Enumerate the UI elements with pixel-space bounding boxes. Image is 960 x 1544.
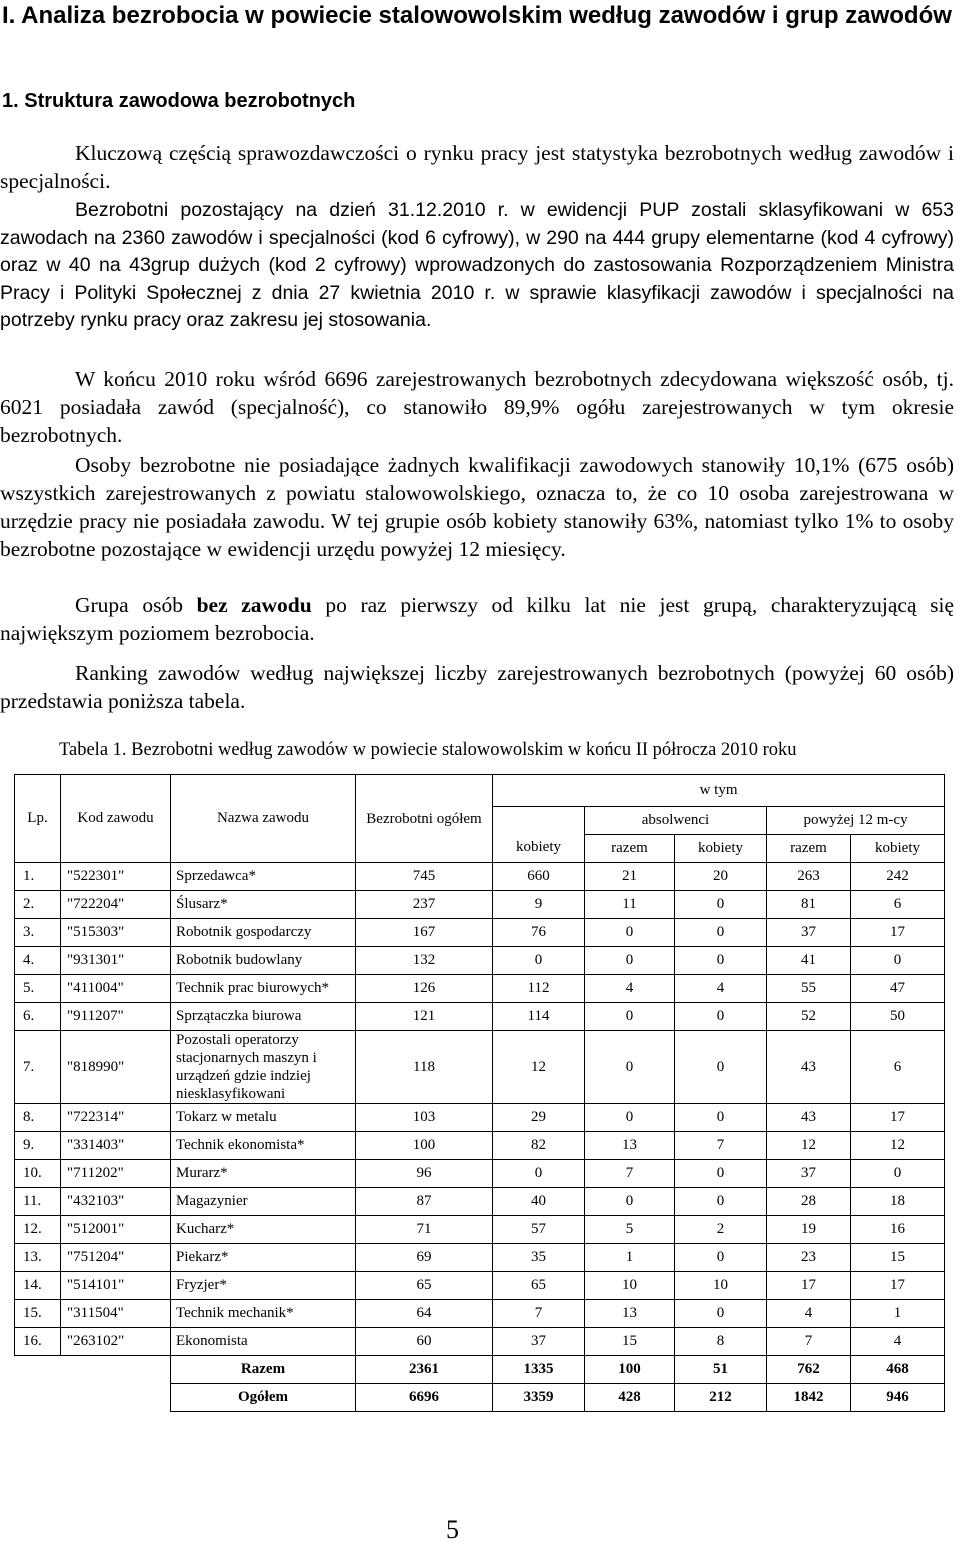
cell-pow-razem: 43 (767, 1031, 851, 1104)
cell-abs-kobiety: 20 (675, 863, 767, 891)
grand-total-kobiety: 3359 (493, 1384, 585, 1412)
cell-nazwa: Pozostali operatorzy stacjonarnych maszyn i urządzeń gdzie indziej niesklasyfikowani (171, 1031, 356, 1104)
blank-cell (61, 1356, 171, 1384)
cell-ogolem: 100 (356, 1132, 493, 1160)
cell-pow-kobiety: 12 (851, 1132, 945, 1160)
cell-abs-razem: 11 (585, 891, 675, 919)
cell-pow-razem: 43 (767, 1104, 851, 1132)
table-row (15, 1132, 945, 1160)
cell-pow-razem: 12 (767, 1132, 851, 1160)
cell-abs-kobiety: 0 (675, 1244, 767, 1272)
table-row (15, 1160, 945, 1188)
cell-pow-kobiety: 6 (851, 891, 945, 919)
cell-abs-kobiety: 4 (675, 975, 767, 1003)
cell-kobiety: 76 (493, 919, 585, 947)
paragraph-intro: Kluczową częścią sprawozdawczości o rynku pracy jest statystyka bezrobotnych według zawodów i specjalności. (0, 141, 954, 193)
cell-ogolem: 96 (356, 1160, 493, 1188)
cell-abs-razem: 10 (585, 1272, 675, 1300)
header-powyzej-12: powyżej 12 m-cy (767, 807, 945, 835)
cell-lp: 7. (15, 1031, 61, 1104)
total-abs-razem: 100 (585, 1356, 675, 1384)
table-row (15, 891, 945, 919)
cell-abs-razem: 7 (585, 1160, 675, 1188)
paragraph-text: Grupa osób (75, 593, 197, 617)
grand-total-pow-kobiety: 946 (851, 1384, 945, 1412)
cell-lp: 3. (15, 919, 61, 947)
table-row (15, 975, 945, 1003)
table-row (15, 1244, 945, 1272)
header-ogolem: Bezrobotni ogółem (356, 775, 493, 863)
table-caption: Tabela 1. Bezrobotni według zawodów w powiecie stalowowolskim w końcu II półrocza 2010 roku (59, 740, 797, 760)
cell-abs-razem: 15 (585, 1328, 675, 1356)
header-absolwenci: absolwenci (585, 807, 767, 835)
table-row (15, 1188, 945, 1216)
cell-abs-razem: 0 (585, 1003, 675, 1031)
cell-kod: "722314" (61, 1104, 171, 1132)
cell-pow-kobiety: 1 (851, 1300, 945, 1328)
cell-abs-razem: 0 (585, 1104, 675, 1132)
cell-lp: 4. (15, 947, 61, 975)
grand-total-pow-razem: 1842 (767, 1384, 851, 1412)
header-lp: Lp. (15, 775, 61, 863)
cell-pow-kobiety: 15 (851, 1244, 945, 1272)
page-title: I. Analiza bezrobocia w powiecie stalowowolskim według zawodów i grup zawodów (2, 2, 952, 29)
paragraph-ranking-intro: Ranking zawodów według największej liczby zarejestrowanych bezrobotnych (powyżej 60 osób) przedstawia poniższa tabela. (0, 661, 954, 713)
cell-ogolem: 87 (356, 1188, 493, 1216)
cell-pow-razem: 37 (767, 919, 851, 947)
cell-pow-razem: 37 (767, 1160, 851, 1188)
cell-pow-kobiety: 0 (851, 947, 945, 975)
cell-abs-kobiety: 0 (675, 891, 767, 919)
cell-lp: 6. (15, 1003, 61, 1031)
table-row (15, 1003, 945, 1031)
cell-ogolem: 118 (356, 1031, 493, 1104)
table-row (15, 919, 945, 947)
cell-pow-razem: 17 (767, 1272, 851, 1300)
blank-cell (61, 1384, 171, 1412)
table-row (15, 947, 945, 975)
cell-nazwa: Ślusarz* (171, 891, 356, 919)
total-ogolem: 2361 (356, 1356, 493, 1384)
total-label: Razem (171, 1356, 356, 1384)
cell-nazwa: Ekonomista (171, 1328, 356, 1356)
cell-ogolem: 64 (356, 1300, 493, 1328)
cell-ogolem: 126 (356, 975, 493, 1003)
cell-lp: 15. (15, 1300, 61, 1328)
cell-kobiety: 9 (493, 891, 585, 919)
bold-phrase: bez zawodu (196, 593, 312, 617)
cell-abs-razem: 13 (585, 1132, 675, 1160)
cell-abs-razem: 0 (585, 1031, 675, 1104)
cell-ogolem: 65 (356, 1272, 493, 1300)
total-pow-kobiety: 468 (851, 1356, 945, 1384)
cell-kobiety: 29 (493, 1104, 585, 1132)
cell-abs-kobiety: 2 (675, 1216, 767, 1244)
cell-nazwa: Technik ekonomista* (171, 1132, 356, 1160)
cell-pow-razem: 19 (767, 1216, 851, 1244)
cell-kod: "931301" (61, 947, 171, 975)
cell-pow-razem: 41 (767, 947, 851, 975)
cell-abs-razem: 13 (585, 1300, 675, 1328)
cell-kobiety: 37 (493, 1328, 585, 1356)
paragraph-with-profession: W końcu 2010 roku wśród 6696 zarejestrowanych bezrobotnych zdecydowana większość osób, tj. 6021 posiadała zawód (specjalność), co stanowiło 89,9% ogółu zarejestrowanych w tym okresie bezrobotnych. (0, 367, 954, 447)
cell-kobiety: 65 (493, 1272, 585, 1300)
cell-nazwa: Sprzątaczka biurowa (171, 1003, 356, 1031)
cell-nazwa: Tokarz w metalu (171, 1104, 356, 1132)
cell-kod: "911207" (61, 1003, 171, 1031)
cell-lp: 16. (15, 1328, 61, 1356)
table-total-row (15, 1356, 945, 1384)
cell-lp: 12. (15, 1216, 61, 1244)
cell-pow-razem: 52 (767, 1003, 851, 1031)
cell-kod: "263102" (61, 1328, 171, 1356)
cell-pow-razem: 7 (767, 1328, 851, 1356)
total-kobiety: 1335 (493, 1356, 585, 1384)
cell-pow-kobiety: 17 (851, 1272, 945, 1300)
cell-lp: 1. (15, 863, 61, 891)
table-row (15, 1104, 945, 1132)
cell-kod: "522301" (61, 863, 171, 891)
grand-total-ogolem: 6696 (356, 1384, 493, 1412)
table-row (15, 1031, 945, 1104)
cell-nazwa: Murarz* (171, 1160, 356, 1188)
cell-abs-kobiety: 0 (675, 1300, 767, 1328)
header-abs-razem: razem (585, 835, 675, 863)
cell-lp: 2. (15, 891, 61, 919)
cell-kobiety: 112 (493, 975, 585, 1003)
section-heading: 1. Struktura zawodowa bezrobotnych (2, 90, 356, 112)
cell-kod: "515303" (61, 919, 171, 947)
table-row (15, 1272, 945, 1300)
cell-ogolem: 71 (356, 1216, 493, 1244)
cell-nazwa: Robotnik gospodarczy (171, 919, 356, 947)
cell-pow-razem: 263 (767, 863, 851, 891)
cell-nazwa: Piekarz* (171, 1244, 356, 1272)
cell-lp: 13. (15, 1244, 61, 1272)
cell-kod: "514101" (61, 1272, 171, 1300)
cell-kobiety: 0 (493, 1160, 585, 1188)
grand-total-abs-razem: 428 (585, 1384, 675, 1412)
cell-abs-razem: 0 (585, 1188, 675, 1216)
total-pow-razem: 762 (767, 1356, 851, 1384)
cell-nazwa: Robotnik budowlany (171, 947, 356, 975)
header-abs-kobiety: kobiety (675, 835, 767, 863)
cell-abs-kobiety: 7 (675, 1132, 767, 1160)
cell-pow-razem: 28 (767, 1188, 851, 1216)
cell-kobiety: 35 (493, 1244, 585, 1272)
cell-pow-kobiety: 4 (851, 1328, 945, 1356)
cell-pow-razem: 23 (767, 1244, 851, 1272)
total-abs-kobiety: 51 (675, 1356, 767, 1384)
cell-pow-kobiety: 47 (851, 975, 945, 1003)
table-grand-total-row (15, 1384, 945, 1412)
cell-pow-kobiety: 17 (851, 1104, 945, 1132)
cell-pow-razem: 4 (767, 1300, 851, 1328)
cell-kobiety: 40 (493, 1188, 585, 1216)
cell-kod: "722204" (61, 891, 171, 919)
header-pow-razem: razem (767, 835, 851, 863)
cell-pow-kobiety: 17 (851, 919, 945, 947)
cell-pow-kobiety: 6 (851, 1031, 945, 1104)
cell-abs-kobiety: 0 (675, 919, 767, 947)
cell-abs-kobiety: 0 (675, 1104, 767, 1132)
cell-abs-kobiety: 0 (675, 1188, 767, 1216)
table-row (15, 1328, 945, 1356)
page-number: 5 (446, 1515, 459, 1544)
cell-nazwa: Technik prac biurowych* (171, 975, 356, 1003)
table-body (15, 863, 945, 1412)
cell-nazwa: Sprzedawca* (171, 863, 356, 891)
cell-nazwa: Fryzjer* (171, 1272, 356, 1300)
cell-lp: 5. (15, 975, 61, 1003)
cell-kobiety: 660 (493, 863, 585, 891)
cell-kod: "751204" (61, 1244, 171, 1272)
cell-lp: 9. (15, 1132, 61, 1160)
cell-kod: "512001" (61, 1216, 171, 1244)
paragraph-without-qualifications: Osoby bezrobotne nie posiadające żadnych kwalifikacji zawodowych stanowiły 10,1% (675 osób) wszystkich zarejestrowanych z powiatu stalowowolskiego, oznacza to, że co 10 osoba zarejestrowana w urzędzie pracy nie posiadała zawodu. W tej grupie osób kobiety stanowiły 63%, natomiast tylko 1% to osoby bezrobotne pozostające w ewidencji urzędu powyżej 12 miesięcy. (0, 453, 954, 561)
table-row (15, 1300, 945, 1328)
cell-ogolem: 103 (356, 1104, 493, 1132)
cell-abs-kobiety: 8 (675, 1328, 767, 1356)
cell-abs-kobiety: 10 (675, 1272, 767, 1300)
table-row (15, 863, 945, 891)
cell-abs-kobiety: 0 (675, 947, 767, 975)
cell-abs-razem: 5 (585, 1216, 675, 1244)
cell-kod: "818990" (61, 1031, 171, 1104)
blank-cell (15, 1384, 61, 1412)
cell-ogolem: 60 (356, 1328, 493, 1356)
cell-abs-razem: 1 (585, 1244, 675, 1272)
paragraph-text: po raz pierwszy od kilku lat nie jest grupą, charakteryzującą się największym poziomem bezrobocia. (0, 593, 954, 645)
cell-kod: "311504" (61, 1300, 171, 1328)
table-row (15, 1216, 945, 1244)
table-header (15, 775, 945, 863)
cell-pow-kobiety: 50 (851, 1003, 945, 1031)
cell-pow-kobiety: 242 (851, 863, 945, 891)
paragraph-no-profession-group (0, 591, 954, 647)
cell-pow-razem: 55 (767, 975, 851, 1003)
header-w-tym: w tym (493, 775, 945, 807)
cell-abs-razem: 0 (585, 947, 675, 975)
cell-kod: "331403" (61, 1132, 171, 1160)
cell-kod: "711202" (61, 1160, 171, 1188)
cell-abs-kobiety: 0 (675, 1160, 767, 1188)
cell-abs-razem: 0 (585, 919, 675, 947)
cell-kod: "411004" (61, 975, 171, 1003)
cell-lp: 11. (15, 1188, 61, 1216)
grand-total-abs-kobiety: 212 (675, 1384, 767, 1412)
cell-abs-kobiety: 0 (675, 1003, 767, 1031)
cell-kobiety: 82 (493, 1132, 585, 1160)
cell-nazwa: Kucharz* (171, 1216, 356, 1244)
cell-lp: 10. (15, 1160, 61, 1188)
cell-kobiety: 12 (493, 1031, 585, 1104)
cell-kobiety: 114 (493, 1003, 585, 1031)
cell-kobiety: 57 (493, 1216, 585, 1244)
cell-pow-kobiety: 16 (851, 1216, 945, 1244)
grand-total-label: Ogółem (171, 1384, 356, 1412)
blank-cell (15, 1356, 61, 1384)
cell-ogolem: 69 (356, 1244, 493, 1272)
cell-kobiety: 0 (493, 947, 585, 975)
header-kobiety: kobiety (493, 807, 585, 863)
cell-nazwa: Magazynier (171, 1188, 356, 1216)
cell-ogolem: 121 (356, 1003, 493, 1031)
cell-kobiety: 7 (493, 1300, 585, 1328)
cell-pow-kobiety: 0 (851, 1160, 945, 1188)
cell-abs-razem: 21 (585, 863, 675, 891)
cell-abs-kobiety: 0 (675, 1031, 767, 1104)
cell-pow-kobiety: 18 (851, 1188, 945, 1216)
header-nazwa: Nazwa zawodu (171, 775, 356, 863)
cell-lp: 8. (15, 1104, 61, 1132)
cell-pow-razem: 81 (767, 891, 851, 919)
cell-ogolem: 237 (356, 891, 493, 919)
cell-abs-razem: 4 (585, 975, 675, 1003)
cell-ogolem: 745 (356, 863, 493, 891)
header-pow-kobiety: kobiety (851, 835, 945, 863)
cell-ogolem: 167 (356, 919, 493, 947)
cell-lp: 14. (15, 1272, 61, 1300)
paragraph-classification: Bezrobotni pozostający na dzień 31.12.2010 r. w ewidencji PUP zostali sklasyfikowani w 653 zawodach na 2360 zawodów i specjalności (kod 6 cyfrowy), w 290 na 444 grupy elementarne (kod 4 cyfrowy) oraz w 40 na 43grup dużych (kod 2 cyfrowy) wprowadzonych do zastosowania Rozporządzeniem Ministra Pracy i Polityki Społecznej z dnia 27 kwietnia 2010 r. w sprawie klasyfikacji zawodów i specjalności na potrzeby rynku pracy oraz zakresu jej stosowania. (0, 199, 954, 331)
unemployment-table (14, 774, 945, 1412)
cell-nazwa: Technik mechanik* (171, 1300, 356, 1328)
cell-ogolem: 132 (356, 947, 493, 975)
cell-kod: "432103" (61, 1188, 171, 1216)
header-kod: Kod zawodu (61, 775, 171, 863)
